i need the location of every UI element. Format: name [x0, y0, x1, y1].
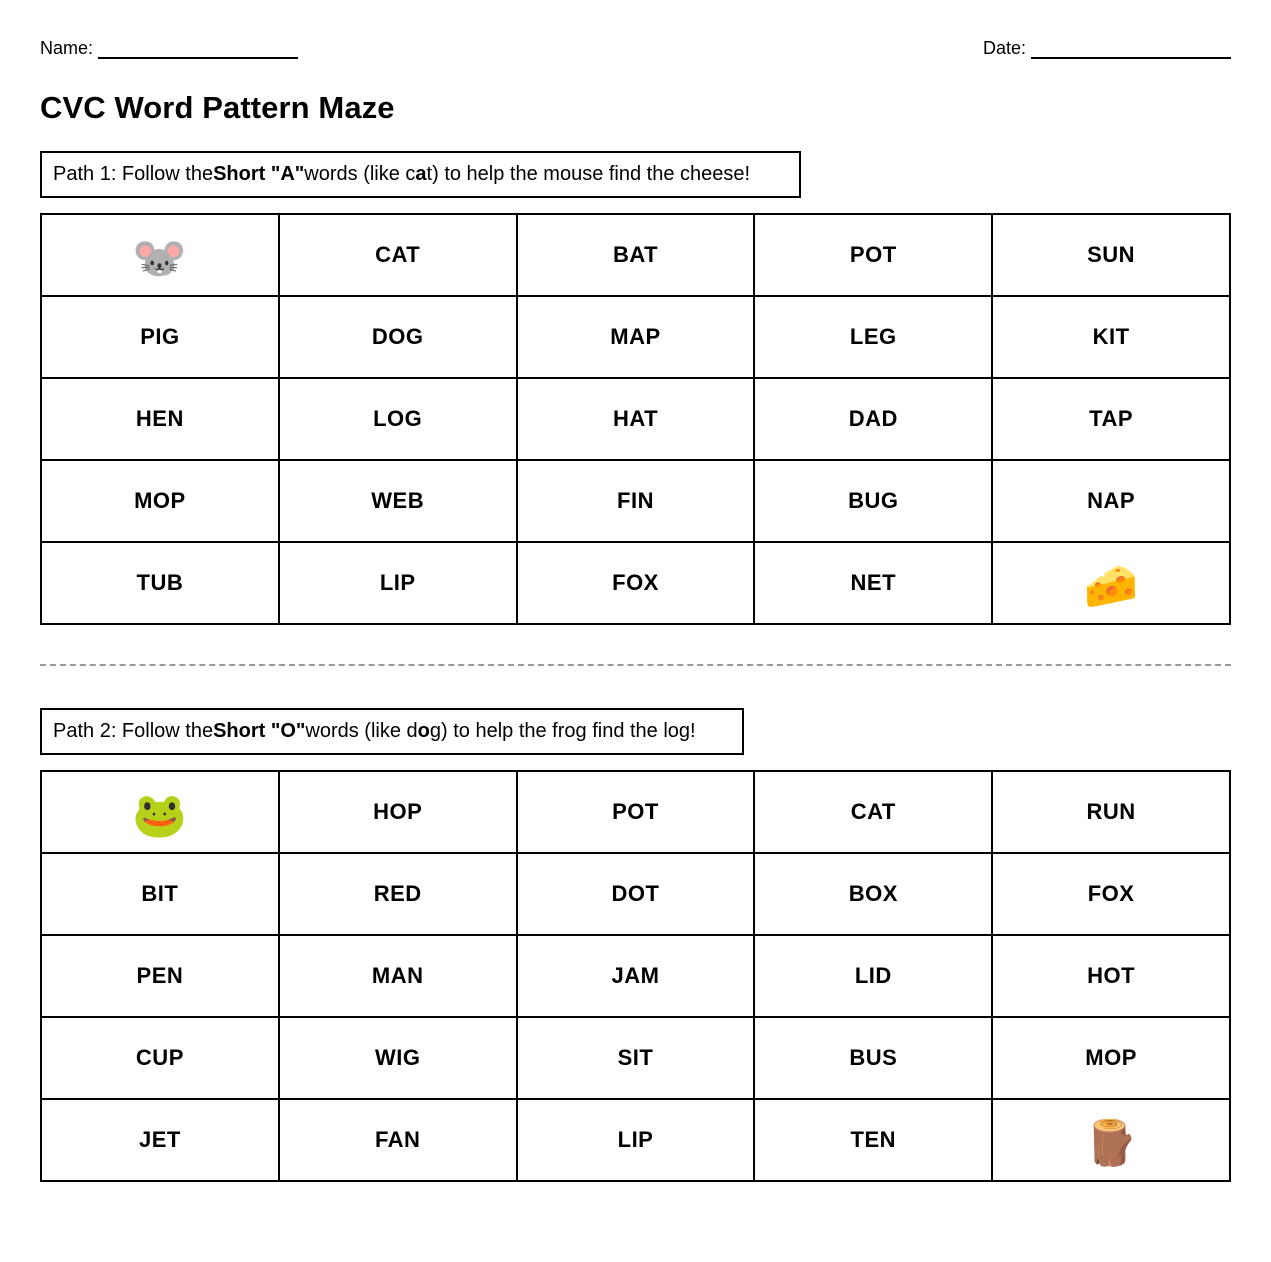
maze-cell[interactable]: TAP — [992, 378, 1230, 460]
maze-cell[interactable]: BUS — [754, 1017, 992, 1099]
maze-cell[interactable]: LIP — [279, 542, 517, 624]
maze-row — [41, 1099, 1230, 1181]
maze-cell[interactable]: DOT — [517, 853, 755, 935]
maze-cell[interactable]: SIT — [517, 1017, 755, 1099]
maze-cell-start[interactable] — [41, 214, 279, 296]
maze-cell[interactable]: BAT — [517, 214, 755, 296]
maze-cell-end[interactable] — [992, 1099, 1230, 1181]
maze-cell[interactable]: FAN — [279, 1099, 517, 1181]
maze-cell[interactable]: MOP — [41, 460, 279, 542]
maze-cell[interactable]: CAT — [279, 214, 517, 296]
maze-row — [41, 296, 1230, 378]
maze-cell[interactable]: HEN — [41, 378, 279, 460]
maze-cell[interactable]: BOX — [754, 853, 992, 935]
maze-cell[interactable]: NET — [754, 542, 992, 624]
maze-cell[interactable]: FIN — [517, 460, 755, 542]
maze-cell[interactable]: CUP — [41, 1017, 279, 1099]
maze-cell[interactable]: LIP — [517, 1099, 755, 1181]
maze-cell[interactable]: WIG — [279, 1017, 517, 1099]
maze-row — [41, 853, 1230, 935]
maze-cell[interactable]: JET — [41, 1099, 279, 1181]
maze-cell[interactable]: MOP — [992, 1017, 1230, 1099]
maze-cell[interactable]: SUN — [992, 214, 1230, 296]
instruction-text: Path 2: Follow the — [53, 720, 214, 742]
maze-cell[interactable]: BUG — [754, 460, 992, 542]
maze-cell[interactable]: MAN — [279, 935, 517, 1017]
cheese-icon: 🧀 — [1083, 562, 1139, 611]
maze-row — [41, 214, 1230, 296]
maze-cell[interactable]: LID — [754, 935, 992, 1017]
maze-cell[interactable]: NAP — [992, 460, 1230, 542]
maze-cell[interactable]: JAM — [517, 935, 755, 1017]
maze-cell[interactable]: PIG — [41, 296, 279, 378]
log-icon: 🪵 — [1083, 1119, 1139, 1168]
maze-cell[interactable]: TUB — [41, 542, 279, 624]
instruction-text: t) to help the mouse find the cheese! — [426, 163, 751, 185]
maze-row — [41, 935, 1230, 1017]
instruction-bold: Short "O" — [213, 720, 306, 742]
maze-cell[interactable]: DOG — [279, 296, 517, 378]
maze-cell[interactable]: WEB — [279, 460, 517, 542]
maze-cell[interactable]: RUN — [992, 771, 1230, 853]
page-title: CVC Word Pattern Maze — [40, 90, 395, 125]
instruction-bold: Short "A" — [213, 163, 305, 185]
maze-cell[interactable]: CAT — [754, 771, 992, 853]
maze-cell[interactable]: POT — [517, 771, 755, 853]
path1-instruction — [40, 151, 801, 198]
maze-cell[interactable]: HOT — [992, 935, 1230, 1017]
maze-cell[interactable]: HOP — [279, 771, 517, 853]
date-field — [983, 38, 1231, 59]
maze-cell[interactable]: POT — [754, 214, 992, 296]
maze-cell[interactable]: PEN — [41, 935, 279, 1017]
name-blank-line[interactable] — [98, 42, 298, 59]
instruction-text: g) to help the frog find the log! — [429, 720, 696, 742]
maze-grid-2 — [40, 770, 1231, 1182]
maze-grid-1 — [40, 213, 1231, 625]
maze-cell[interactable]: LOG — [279, 378, 517, 460]
maze-cell[interactable]: HAT — [517, 378, 755, 460]
maze-row — [41, 1017, 1230, 1099]
header-fields — [40, 38, 1231, 62]
frog-icon: 🐸 — [132, 791, 188, 840]
maze-row — [41, 542, 1230, 624]
name-field — [40, 38, 298, 59]
instruction-text: Path 1: Follow the — [53, 163, 214, 185]
instruction-vowel: a — [415, 163, 427, 185]
maze-row — [41, 378, 1230, 460]
section-divider — [40, 664, 1231, 666]
name-label: Name: — [40, 38, 94, 58]
path2-instruction — [40, 708, 744, 755]
date-label: Date: — [982, 38, 1026, 58]
maze-cell-start[interactable] — [41, 771, 279, 853]
instruction-text: words (like d — [305, 720, 418, 742]
date-blank-line[interactable] — [1031, 42, 1231, 59]
maze-row — [41, 771, 1230, 853]
maze-cell[interactable]: TEN — [754, 1099, 992, 1181]
instruction-vowel: o — [417, 720, 430, 742]
maze-cell[interactable]: FOX — [517, 542, 755, 624]
maze-cell[interactable]: DAD — [754, 378, 992, 460]
instruction-text: words (like c — [304, 163, 416, 185]
maze-cell[interactable]: FOX — [992, 853, 1230, 935]
maze-cell[interactable]: LEG — [754, 296, 992, 378]
maze-cell[interactable]: BIT — [41, 853, 279, 935]
maze-cell-end[interactable] — [992, 542, 1230, 624]
mouse-icon: 🐭 — [132, 234, 188, 283]
maze-cell[interactable]: MAP — [517, 296, 755, 378]
maze-row — [41, 460, 1230, 542]
maze-cell[interactable]: KIT — [992, 296, 1230, 378]
maze-cell[interactable]: RED — [279, 853, 517, 935]
